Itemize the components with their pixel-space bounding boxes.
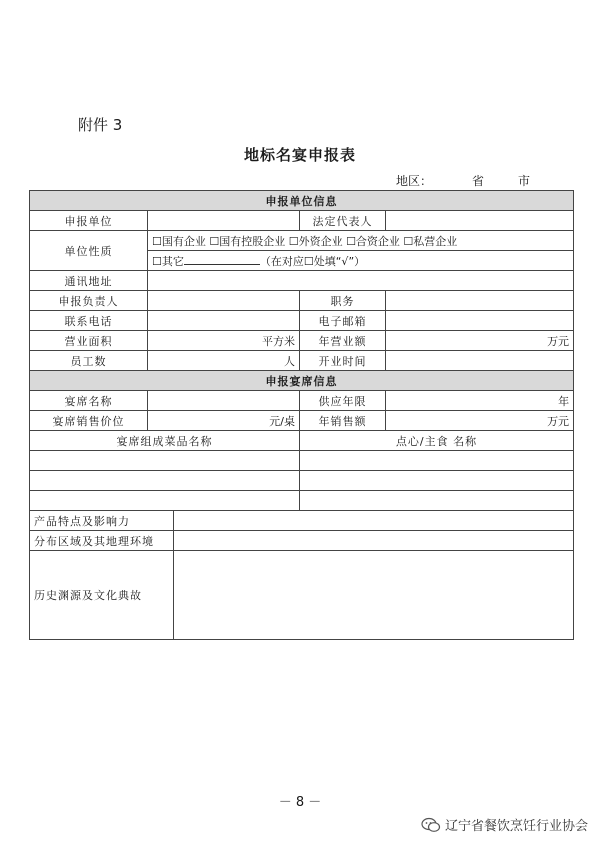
annual-sales-label: 年销售额 xyxy=(300,411,386,431)
position-label: 职务 xyxy=(300,291,386,311)
attachment-label: 附件 3 xyxy=(78,116,123,134)
history-field[interactable] xyxy=(174,551,574,640)
nature-other-option[interactable]: ☐其它 xyxy=(152,254,184,268)
open-time-label: 开业时间 xyxy=(300,351,386,371)
section-unit-info: 申报单位信息 xyxy=(30,191,574,211)
features-label: 产品特点及影响力 xyxy=(30,511,174,531)
banquet-name-label: 宴席名称 xyxy=(30,391,148,411)
watermark-text: 辽宁省餐饮烹饪行业协会 xyxy=(444,819,588,834)
staff-field[interactable] xyxy=(148,351,300,371)
phone-label: 联系电话 xyxy=(30,311,148,331)
wechat-icon xyxy=(421,817,441,833)
nature-other-blank[interactable] xyxy=(184,254,260,265)
address-label: 通讯地址 xyxy=(30,271,148,291)
nature-hint: （在对应☐处填“√”） xyxy=(259,254,366,268)
staple-row-3[interactable] xyxy=(300,491,574,511)
dish-row-2[interactable] xyxy=(30,471,300,491)
dishes-header: 宴席组成菜品名称 xyxy=(30,431,300,451)
distribution-label: 分布区域及其地理环境 xyxy=(30,531,174,551)
price-field[interactable] xyxy=(148,411,300,431)
staple-header: 点心/主食 名称 xyxy=(300,431,574,451)
city-label: 市 xyxy=(518,174,531,188)
address-field[interactable] xyxy=(148,271,574,291)
banquet-name-field[interactable] xyxy=(148,391,300,411)
features-field[interactable] xyxy=(174,511,574,531)
sales-unit: 万元 xyxy=(547,414,570,428)
area-field[interactable] xyxy=(148,331,300,351)
price-label: 宴席销售价位 xyxy=(30,411,148,431)
revenue-unit: 万元 xyxy=(547,334,570,348)
staff-unit: 人 xyxy=(284,354,295,368)
phone-field[interactable] xyxy=(148,311,300,331)
revenue-label: 年营业额 xyxy=(300,331,386,351)
price-unit: 元/桌 xyxy=(269,414,295,428)
revenue-field[interactable] xyxy=(386,331,574,351)
nature-other-row[interactable] xyxy=(148,251,574,271)
nature-options[interactable]: ☐国有企业 ☐国有控股企业 ☐外资企业 ☐合资企业 ☐私营企业 xyxy=(148,231,574,251)
section-banquet-info: 申报宴席信息 xyxy=(30,371,574,391)
watermark xyxy=(421,815,588,834)
area-label: 营业面积 xyxy=(30,331,148,351)
years-field[interactable] xyxy=(386,391,574,411)
staple-row-1[interactable] xyxy=(300,451,574,471)
region-line xyxy=(396,172,530,189)
apply-unit-label: 申报单位 xyxy=(30,211,148,231)
years-unit: 年 xyxy=(558,394,570,408)
page-number: － 8 － xyxy=(278,795,322,810)
staff-label: 员工数 xyxy=(30,351,148,371)
region-label: 地区： xyxy=(396,174,433,188)
legal-rep-label: 法定代表人 xyxy=(300,211,386,231)
legal-rep-field[interactable] xyxy=(386,211,574,231)
position-field[interactable] xyxy=(386,291,574,311)
apply-unit-field[interactable] xyxy=(148,211,300,231)
distribution-field[interactable] xyxy=(174,531,574,551)
history-label: 历史渊源及文化典故 xyxy=(30,551,174,640)
area-unit: 平方米 xyxy=(262,334,295,348)
nature-label: 单位性质 xyxy=(30,231,148,271)
staple-row-2[interactable] xyxy=(300,471,574,491)
dish-row-3[interactable] xyxy=(30,491,300,511)
years-label: 供应年限 xyxy=(300,391,386,411)
open-time-field[interactable] xyxy=(386,351,574,371)
province-label: 省 xyxy=(472,174,485,188)
application-form xyxy=(29,190,574,640)
leader-label: 申报负责人 xyxy=(30,291,148,311)
dish-row-1[interactable] xyxy=(30,451,300,471)
email-field[interactable] xyxy=(386,311,574,331)
leader-field[interactable] xyxy=(148,291,300,311)
email-label: 电子邮箱 xyxy=(300,311,386,331)
form-title: 地标名宴申报表 xyxy=(243,146,356,164)
annual-sales-field[interactable] xyxy=(386,411,574,431)
